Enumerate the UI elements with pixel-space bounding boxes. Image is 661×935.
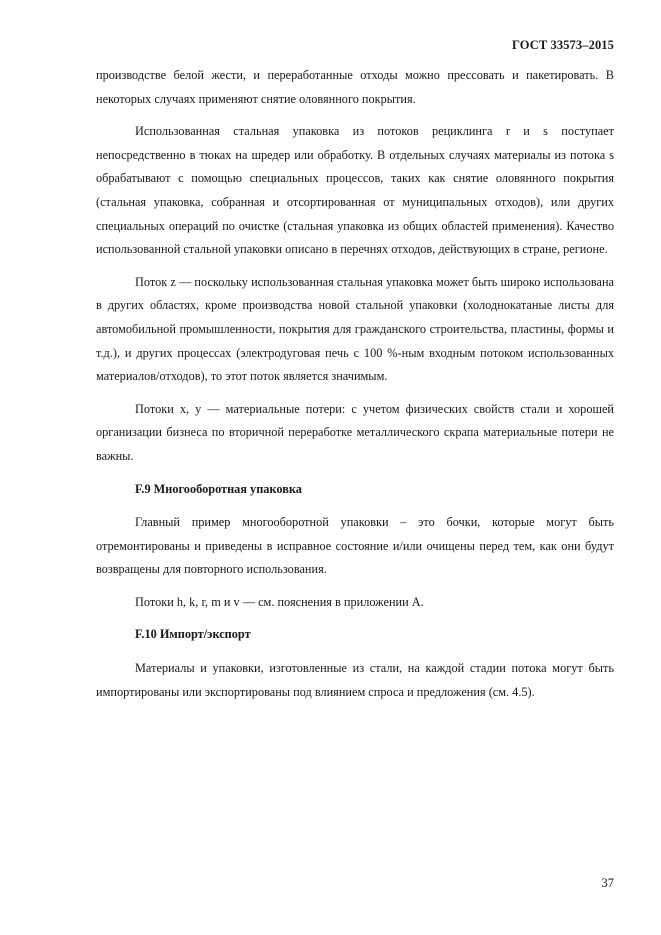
paragraph-continuation: производстве белой жести, и переработанные отходы можно прессовать и пакетировать. В некоторых случаях применяют снятие оловянного покрытия. <box>96 68 614 106</box>
section-heading-f9: F.9 Многооборотная упаковка <box>135 481 302 496</box>
standard-header: ГОСТ 33573–2015 <box>511 38 614 52</box>
paragraph-flows-r-s: Использованная стальная упаковка из потоков рециклинга r и s поступает непосредственно в тюках на шредер или обработку. В отдельных случаях материалы из потока s обрабатывают с помощью специальных процессов, таких как снятие оловянного покрытия (стальная упаковка, собранная и отсортированная от муниципальных отходов), или других специальных операций по очистке (стальная упаковка из общих областей применения). Качество использованной стальной упаковки описано в перечнях отходов, действующих в стране, регионе. <box>96 124 614 257</box>
paragraph-import-export: Материалы и упаковки, изготовленные из стали, на каждой стадии потока могут быть импортированы или экспортированы под влиянием спроса и предложения (см. 4.5). <box>96 661 614 699</box>
paragraph-flows-reference: Потоки h, k, r, m и v — см. пояснения в приложении А. <box>135 594 424 609</box>
page-number: 37 <box>601 876 614 890</box>
paragraph-reusable-packaging: Главный пример многооборотной упаковки – это бочки, которые могут быть отремонтированы и приведены в исправное состояние и/или очищены перед тем, как они будут возвращены для повторного использования. <box>96 515 614 577</box>
paragraph-flows-x-y: Потоки x, y — материальные потери: с учетом физических свойств стали и хорошей организации бизнеса по вторичной переработке металлического скрапа материальные потери не важны. <box>96 401 614 463</box>
section-heading-f10: F.10 Импорт/экспорт <box>135 627 251 642</box>
document-body <box>96 64 614 708</box>
paragraph-flow-z: Поток z — поскольку использованная стальная упаковка может быть широко использована в других областях, кроме производства новой стальной упаковки (холоднокатаные листы для автомобильной промышленности, покрытия для гражданского строительства, пластины, формы и т.д.), и других процессах (электродуговая печь с 100 %-ным входным потоком использованных материалов/отходов), то этот поток является значимым. <box>96 274 614 384</box>
